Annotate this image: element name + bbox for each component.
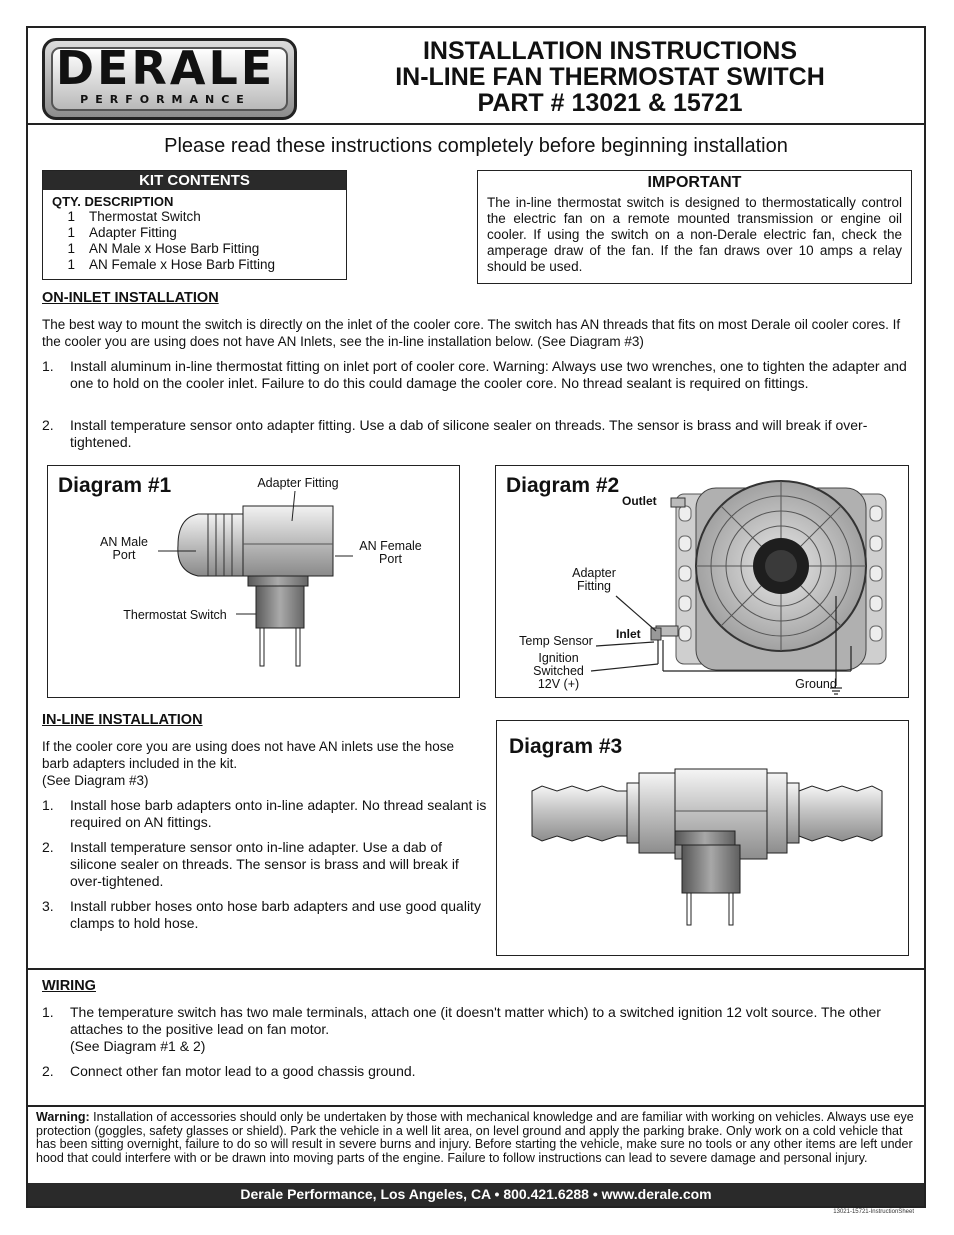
- title-line-2: IN-LINE FAN THERMOSTAT SWITCH: [395, 63, 825, 91]
- label-adapter-fitting: Adapter Fitting: [257, 476, 339, 490]
- logo-subtext: PERFORMANCE: [80, 93, 251, 106]
- on-inlet-step: 2. Install temperature sensor onto adapter fitting. Use a dab of silicone sealer on threads. The sensor is brass and will break if over-tightened.: [42, 417, 868, 450]
- safety-warning: [36, 1111, 916, 1165]
- in-line-step: 2. Install temperature sensor onto in-line adapter. Use a dab of silicone sealer on threads. The sensor is brass and will break if over-tightened.: [42, 839, 459, 889]
- label-ignition-switched: Ignition Switched 12V (+): [533, 651, 584, 691]
- diagram-2: [495, 465, 909, 698]
- warning-text: Installation of accessories should only be undertaken by those with mechanical knowledge and are familiar with working on vehicles. Always use eye protection (goggles, safety glasses or shield). Park the vehicle in a well lit area, on level ground and apply the parking brake. Only work on a cold vehicle that has been sitting overnight, failure to do so will result in severe burns and injury. Before starting the vehicle, make sure no tools or any other items are left under hood that could interfere with or be drawn into moving parts of the engine. Failure to follow instructions can lead to severe damage and personal injury.: [36, 1110, 914, 1165]
- kit-item: 1 Thermostat Switch: [67, 209, 201, 224]
- label-outlet: Outlet: [622, 494, 657, 508]
- diagram-3-title: Diagram #3: [509, 735, 623, 758]
- wiring-step: 2. Connect other fan motor lead to a good chassis ground.: [42, 1063, 416, 1079]
- wiring-divider: [26, 968, 926, 970]
- wiring-step: 1. The temperature switch has two male terminals, attach one (it doesn't matter which) to a switched ignition 12 volt source. The other attaches to the positive lead on fan motor. (See Diagram #1 & 2): [42, 1004, 881, 1054]
- diagram-1: [47, 465, 460, 698]
- in-line-adapter-illustration: [497, 721, 910, 957]
- in-line-heading: IN-LINE INSTALLATION: [42, 712, 203, 728]
- document-title: [300, 38, 920, 116]
- kit-item: 1 Adapter Fitting: [67, 225, 177, 240]
- on-inlet-intro: The best way to mount the switch is directly on the inlet of the cooler core. The switch has AN threads that fits on most Derale oil cooler cores. If the cooler you are using does not have AN Inlets, see the in-line installation below. (See Diagram #3): [42, 317, 901, 349]
- thermostat-switch-illustration: [48, 466, 461, 699]
- kit-contents-box: [42, 170, 347, 280]
- warning-label: Warning:: [36, 1110, 90, 1124]
- kit-contents-heading: KIT CONTENTS: [43, 171, 346, 190]
- label-ground: Ground: [795, 677, 837, 691]
- kit-item: 1 AN Male x Hose Barb Fitting: [67, 241, 260, 256]
- diagram-3: [496, 720, 909, 956]
- label-temp-sensor: Temp Sensor: [519, 634, 593, 648]
- label-an-female-port: AN Female Port: [359, 539, 422, 566]
- title-line-3: PART # 13021 & 15721: [477, 89, 743, 117]
- in-line-intro: If the cooler core you are using does not have AN inlets use the hose barb adapters included in the kit. (See Diagram #3): [42, 739, 455, 788]
- on-inlet-step: 1. Install aluminum in-line thermostat fitting on inlet port of cooler core. Warning: Always use two wrenches, one to tighten the adapter and one to hold on the cooler inlet. Failure to do this could damage the cooler core. No thread sealant is required on fittings.: [42, 358, 907, 391]
- label-thermostat-switch: Thermostat Switch: [123, 608, 227, 622]
- derale-logo: [42, 38, 297, 120]
- in-line-step: 1. Install hose barb adapters onto in-line adapter. No thread sealant is required on AN fittings.: [42, 797, 487, 830]
- company-footer: Derale Performance, Los Angeles, CA • 800.421.6288 • www.derale.com: [28, 1183, 924, 1206]
- kit-item: 1 AN Female x Hose Barb Fitting: [67, 257, 276, 272]
- kit-columns-header: QTY. DESCRIPTION: [52, 194, 174, 209]
- title-line-1: INSTALLATION INSTRUCTIONS: [422, 37, 798, 65]
- label-inlet: Inlet: [616, 627, 641, 641]
- header-divider: [26, 123, 926, 125]
- important-body: The in-line thermostat switch is designed to thermostatically control the electric fan on a remote mounted transmission or engine oil cooler. If using the switch on a non-Derale electric fan, check the amperage draw of the fan. If the fan draws over 10 amps a relay should be used.: [487, 195, 902, 274]
- important-heading: IMPORTANT: [647, 174, 742, 191]
- label-adapter-fitting: Adapter Fitting: [572, 566, 616, 593]
- label-an-male-port: AN Male Port: [100, 535, 148, 562]
- document-code: 13021-15721-InstructionSheet: [833, 1209, 914, 1215]
- wiring-heading: WIRING: [42, 978, 96, 994]
- logo-wordmark: DERALE: [55, 41, 276, 95]
- warning-divider: [26, 1105, 926, 1107]
- important-box: [477, 170, 912, 284]
- diagram-1-title: Diagram #1: [58, 474, 172, 497]
- on-inlet-heading: ON-INLET INSTALLATION: [42, 290, 219, 306]
- diagram-2-title: Diagram #2: [506, 474, 620, 497]
- read-instructions-notice: Please read these instructions completely before beginning installation: [164, 135, 788, 157]
- in-line-step: 3. Install rubber hoses onto hose barb adapters and use good quality clamps to hold hose.: [42, 898, 481, 931]
